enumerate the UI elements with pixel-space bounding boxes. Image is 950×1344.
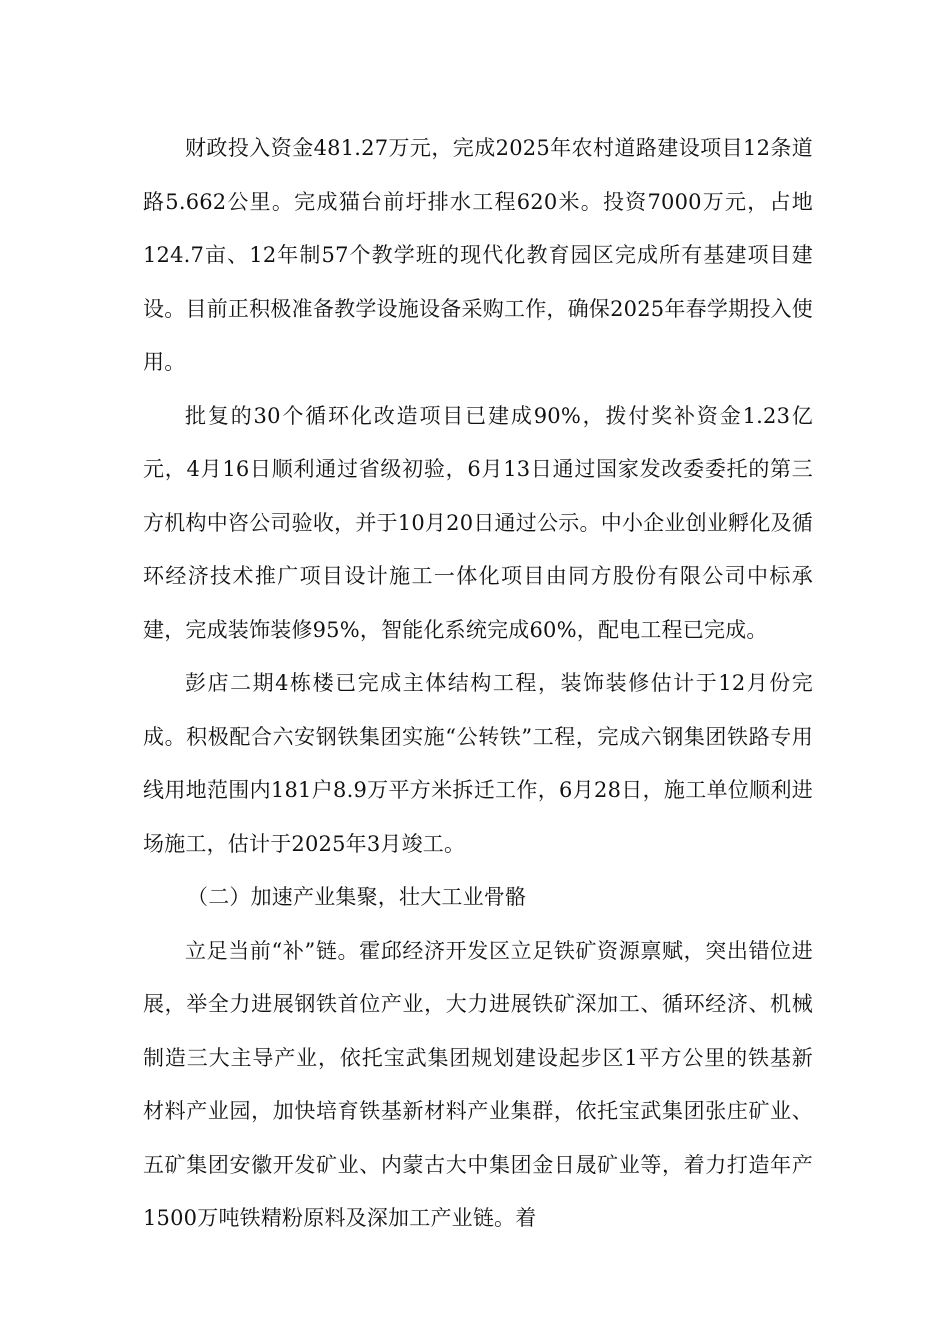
paragraph-rural-roads: 财政投入资金481.27万元，完成2025年农村道路建设项目12条道路5.662公里。完成猫台前圩排水工程620米。投资7000万元，占地124.7亩、12年制57个教学班的现代化教育园区完成所有基建项目建设。目前正积极准备教学设施设备采购工作，确保2025年春学期投入使用。 [143, 136, 813, 374]
section-heading: （二）加速产业集聚，壮大工业骨骼 [187, 885, 527, 909]
paragraph-pengdian-phase-two: 彭店二期4栋楼已完成主体结构工程，装饰装修估计于12月份完成。积极配合六安钢铁集团实施“公转铁”工程，完成六钢集团铁路专用线用地范围内181户8.9万平方米拆迁工作，6月28日，施工单位顺利进场施工，估计于2025年3月竣工。 [143, 671, 813, 856]
paragraph-industry-chain: 立足当前“补”链。霍邱经济开发区立足铁矿资源禀赋，突出错位进展，举全力进展钢铁首位产业，大力进展铁矿深加工、循环经济、机械制造三大主导产业，依托宝武集团规划建设起步区1平方公里的铁基新材料产业园，加快培育铁基新材料产业集群，依托宝武集团张庄矿业、五矿集团安徽开发矿业、内蒙古大中集团金日晟矿业等，着力打造年产1500万吨铁精粉原料及深加工产业链。着 [143, 938, 813, 1230]
document-body [143, 122, 813, 1246]
paragraph-circular-renovation: 批复的30个循环化改造项目已建成90%，拨付奖补资金1.23亿元，4月16日顺利通过省级初验，6月13日通过国家发改委委托的第三方机构中咨公司验收，并于10月20日通过公示。中小企业创业孵化及循环经济技术推广项目设计施工一体化项目由同方股份有限公司中标承建，完成装饰装修95%，智能化系统完成60%，配电工程已完成。 [143, 403, 813, 642]
